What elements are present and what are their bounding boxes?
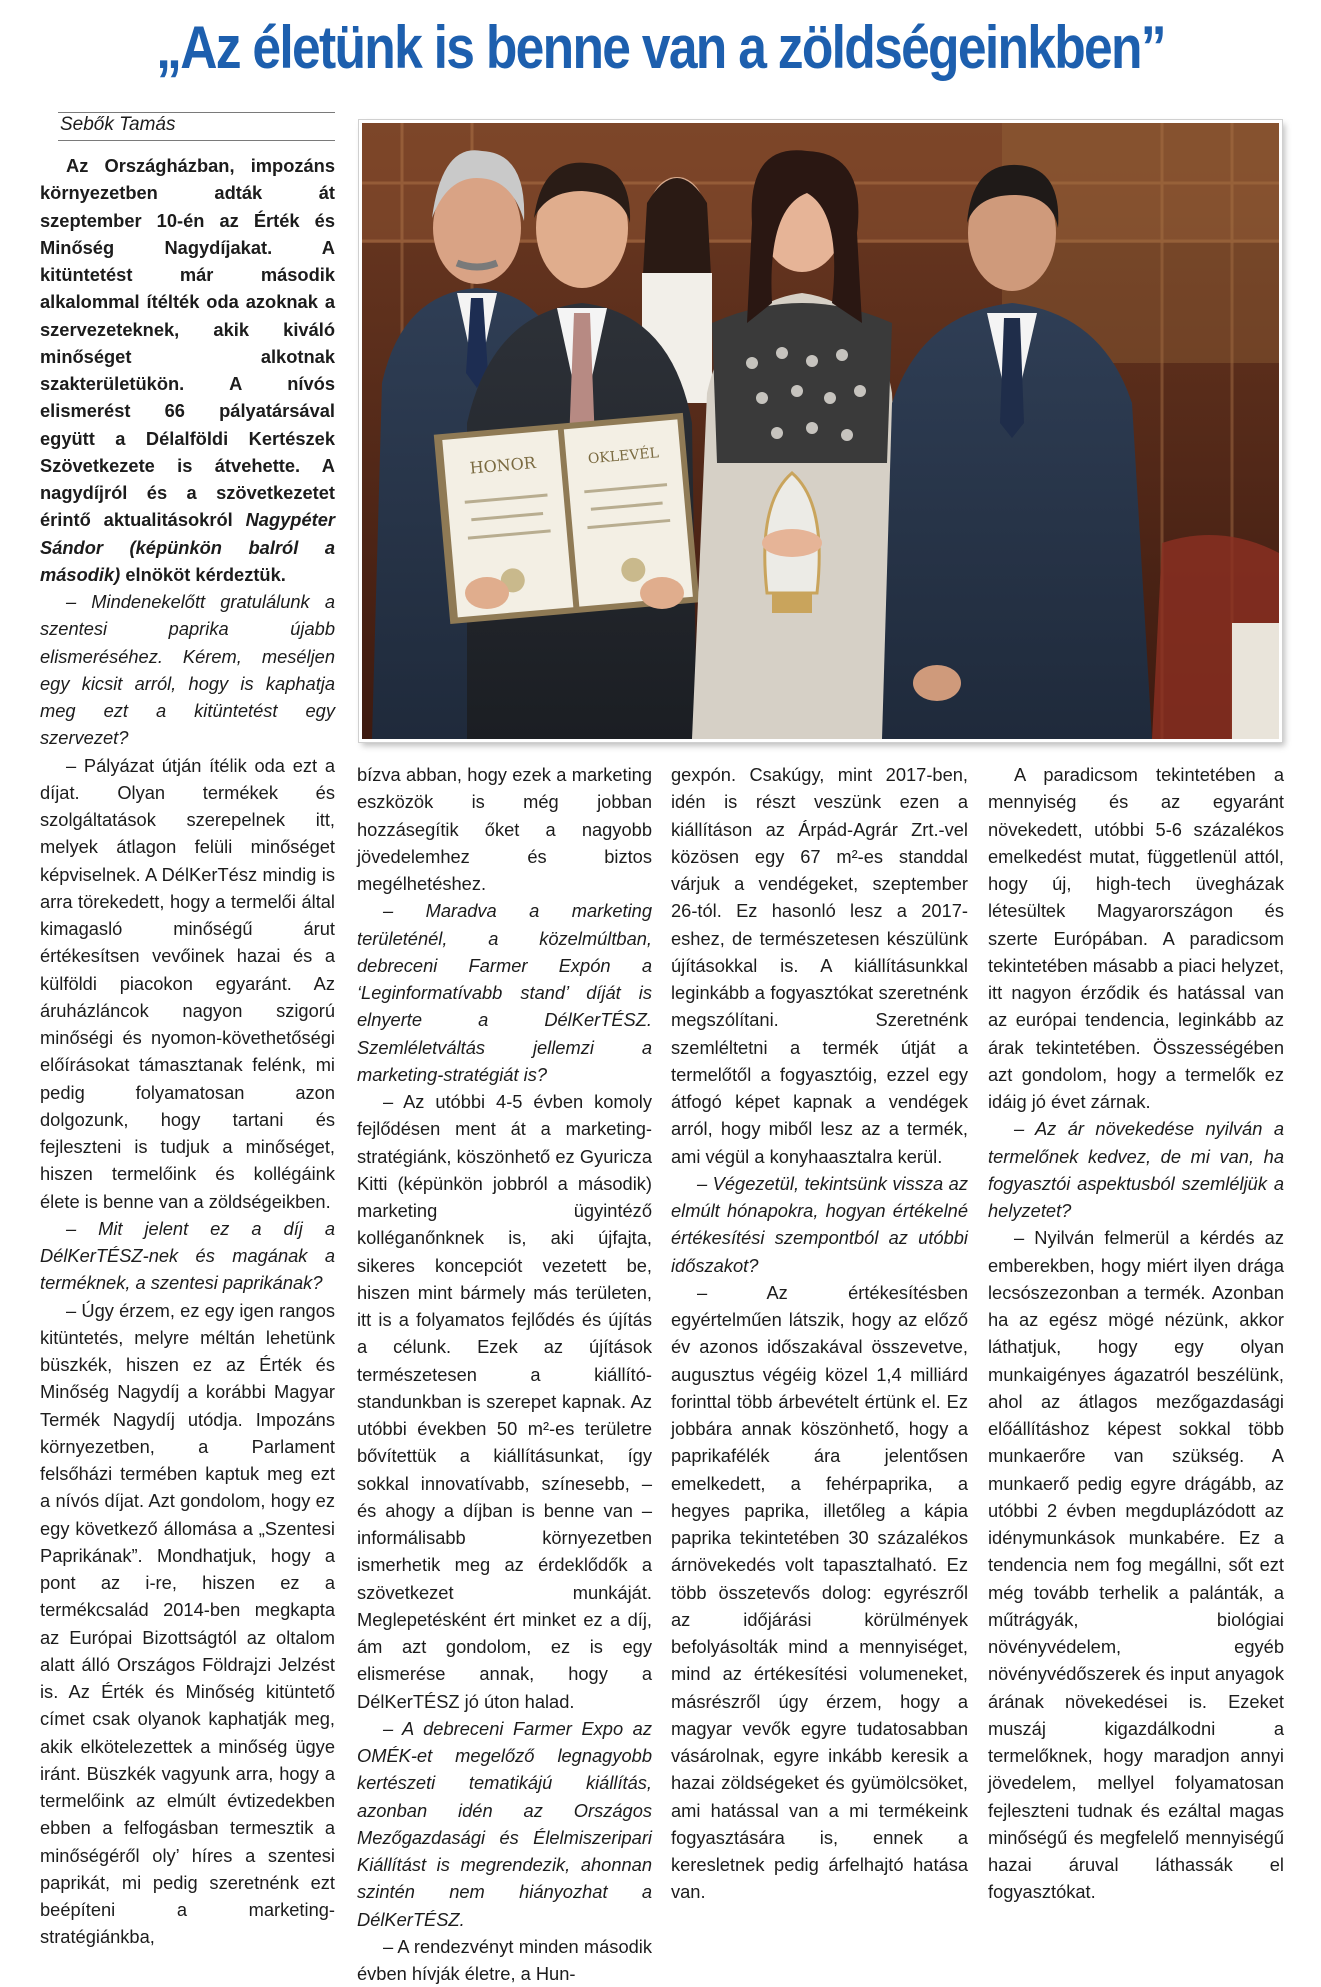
lead-paragraph: [40, 152, 335, 588]
lead-text-b: elnököt kérdeztük.: [120, 563, 286, 585]
question-paragraph: – Az ár növekedése nyilván a termelőnek kedvez, de mi van, ha fogyasztói aspektusból szemléljük a helyzetet?: [988, 1118, 1284, 1221]
answer-paragraph: – A rendezvényt minden második évben hívják életre, a Hun-: [357, 1935, 652, 1984]
lead-text-a: Az Országházban, impozáns környezetben adták át szeptember 10-én az Érték és Minőség Nagydíjakat. A kitüntetést már második alkalommal ítélték oda azoknak a szervezeteknek, akik kiváló minőséget alkotnak szakterületükön. A nívós elismerést 66 pályatársával együtt a Délalföldi Kertészek Szövetkezete is átvehette. A nagydíjról és a szövetkezetet érintő aktualitásokról: [40, 155, 335, 531]
question-paragraph: – Végezetül, tekintsünk vissza az elmúlt hónapokra, hogyan értékelné értékesítési szempontból az utóbbi időszakot?: [671, 1172, 968, 1276]
article-title: „Az életünk is benne van a zöldségeinkben”: [156, 14, 1165, 81]
byline-bottom-rule: [58, 140, 335, 141]
question-paragraph: – Mit jelent ez a díj a DélKerTÉSZ-nek és magának a terméknek, a szentesi paprikának?: [40, 1217, 335, 1294]
answer-continuation: bízva abban, hogy ezek a marketing eszközök is még jobban hozzásegítik őket a nagyobb jövedelemhez és biztos megélhetéshez.: [357, 764, 652, 894]
certificate-right-heading: OKLEVÉL: [587, 445, 660, 468]
answer-paragraph: – Az értékesítésben egyértelműen látszik, hogy az előző év azonos időszakával összevetve, augusztus végéig közel 1,4 milliárd forinttal több árbevételt értünk el. Ez jobbára annak köszönhető, hogy a paprikafélék ára jelentősen emelkedett, a fehérpaprika, a hegyes paprika, illetőleg a kápia paprika tekintetében 30 százalékos árnövekedés volt tapasztalható. Ez több összetevős dolog: egyrészről az időjárási körülmények befolyásolták mind a mennyiséget, mind az értékesítési volumeneket, másrészről úgy érzem, hogy a magyar vevők egyre tudatosabban vásárolnak, egyre inkább keresik a hazai zöldségeket és gyümölcsöket, ami hatással van a mi termékeink fogyasztására is, ennek a keresletnek pedig árfelhajtó hatása van.: [671, 1281, 968, 1903]
certificate-left-heading: HONOR: [468, 452, 537, 478]
answer-paragraph: – Úgy érzem, ez egy igen rangos kitüntetés, melyre méltán lehetünk büszkék, hiszen ez az Érték és Minőség Nagydíj a korábbi Magyar Termék Nagydíj utódja. Impozáns környezetben, a Parlament felsőházi termében kaptuk meg ezt a nívós díjat. Azt gondolom, hogy ez egy következő állomása a „Szentesi Paprikának”. Mondhatjuk, hogy a pont az i-re, hiszen ez a termékcsalád 2014-ben megkapta az Európai Bizottságtól az oltalom alatt álló Országos Földrajzi Jelzést is. Az Érték és Minőség kitüntető címet csak olyanok kaphatják meg, akik elkötelezettek a minőség ügye iránt. Büszkék vagyunk arra, hogy a termelőink az elmúlt évtizedekben ebben a felfogásban termesztik a minőségéről oly’ híres a szentesi paprikát, mi pedig szeretnénk ezt beépíteni a marketing-stratégiánkba,: [40, 1299, 335, 1948]
answer-continuation: gexpón. Csakúgy, mint 2017-ben, idén is részt veszünk ezen a kiállításon az Árpád-Agrár Zrt.-vel közösen egy 67 m²-es standdal várjuk a vendégeket, szeptember 26-tól. Ez hasonló lesz a 2017-eshez, de természetesen készülünk újításokkal is. A kiállításunkkal leginkább a fogyasztókat szeretnénk megszólítani. Szeretnénk szemléltetni a termék útját a termelőtől a fogyasztóig, ezzel egy átfogó képet kapnak a vendégek arról, hogy miből lesz az a termék, ami végül a konyhaasztalra kerül.: [671, 764, 968, 1167]
question-paragraph: – A debreceni Farmer Expo az OMÉK-et megelőző legnagyobb kertészeti tematikájú kiállítás, azonban idén az Országos Mezőgazdasági és Élelmiszeripari Kiállítást is megrendezik, ahonnan szintén nem hiányozhat a DélKerTÉSZ.: [357, 1717, 652, 1930]
article-column-4: [988, 761, 1284, 1906]
award-ceremony-illustration: [362, 123, 1279, 739]
award-ceremony-photo: [359, 120, 1282, 742]
answer-paragraph: – Pályázat útján ítélik oda ezt a díjat. Olyan termékek és szolgáltatások szerepelnek itt, melyek átlagon felüli minőséget képviselnek. A DélKerTész mindig is arra törekedett, hogy a termelői által kimagasló minőségű árut értékesítsen vevőinek hazai és a külföldi piacokon egyaránt. Az áruházláncok nagyon szigorú minőségi és nyomon-követhetőségi előírásokat támasztanak felénk, mi pedig folyamatosan azon dolgozunk, hogy tartani és fejleszteni is tudjuk a minőséget, hiszen termelőink és kollégáink élete is benne van a zöldségeikben.: [40, 754, 335, 1212]
article-column-2: [357, 761, 652, 1987]
byline-top-rule: [58, 112, 335, 113]
answer-paragraph: – Az utóbbi 4-5 évben komoly fejlődésen ment át a marketing-stratégiánk, köszönhető ez Gyuricza Kitti (képünkön jobbról a második) marketing ügyintéző kolléganőnknek is, aki újfajta, sikeres koncepciót vezetett be, hiszen mint bármely más területen, itt is a folyamatos fejlődés és újítás a célunk. Ezek az újítások természetesen a kiállító-standunkban is szerepet kapnak. Az utóbbi években 50 m²-es területre bővítettük a kiállításunkat, így sokkal innovatívabb, színesebb, – és ahogy a díjban is benne van – informálisabb környezetben ismerhetik meg az érdeklődők a szövetkezet munkáját. Meglepetésként ért minket ez a díj, ám azt gondolom, ez is egy elismerése annak, hogy a DélKerTÉSZ jó úton halad.: [357, 1091, 652, 1712]
lead-interviewee-name: Nagypéter Sándor (képünkön balról a második): [40, 509, 335, 585]
answer-continuation: A paradicsom tekintetében a mennyiség és az egyaránt növekedett, utóbbi 5-6 százalékos emelkedést mutat, függetlenül attól, hogy új, high-tech üvegházak létesültek Magyarországon és szerte Európában. A paradicsom tekintetében másabb a piaci helyzet, itt nagyon érződik és hatással van az európai tendencia, leginkább az árak tekintetében. Összességében azt gondolom, hogy a termelők ez idáig jó évet zárnak.: [988, 764, 1284, 1112]
answer-paragraph: – Nyilván felmerül a kérdés az emberekben, hogy miért ilyen drága lecsószezonban a termék. Azonban ha az egész mögé nézünk, akkor láthatjuk, hogy egy olyan munkaigényes ágazatról beszélünk, ahol az átlagos mezőgazdasági előállításhoz képest sokkal több munkaerőre van szükség. A munkaerő pedig egyre drágább, az utóbbi 2 évben megduplázódott az idénymunkások munkabére. Ez a tendencia nem fog megállni, sőt ezt még tovább terhelik a palánták, a műtrágyák, biológiai növényvédelem, egyéb növényvédőszerek és input anyagok árának növekedései is. Ezeket muszáj kigazdálkodni a termelőknek, hogy maradjon annyi jövedelem, mellyel folyamatosan fejleszteni tudnak és ezáltal magas minőségű és megfelelő mennyiségű hazai áruval láthassák el fogyasztókat.: [988, 1227, 1284, 1903]
article-column-3: [671, 761, 968, 1906]
question-paragraph: – Maradva a marketing területénél, a közelmúltban, debreceni Farmer Expón a ‘Leginformatívabb stand’ díját is elnyerte a DélKerTÉSZ. Szemléletváltás jellemzi a marketing-stratégiát is?: [357, 900, 652, 1085]
author-byline: Sebők Tamás: [60, 114, 176, 135]
article-column-1: [40, 152, 335, 1951]
question-paragraph: – Mindenekelőtt gratulálunk a szentesi paprika újabb elismeréséhez. Kérem, meséljen egy kicsit arról, hogy is kaphatja meg ezt a kitüntetést egy szervezet?: [40, 591, 335, 749]
